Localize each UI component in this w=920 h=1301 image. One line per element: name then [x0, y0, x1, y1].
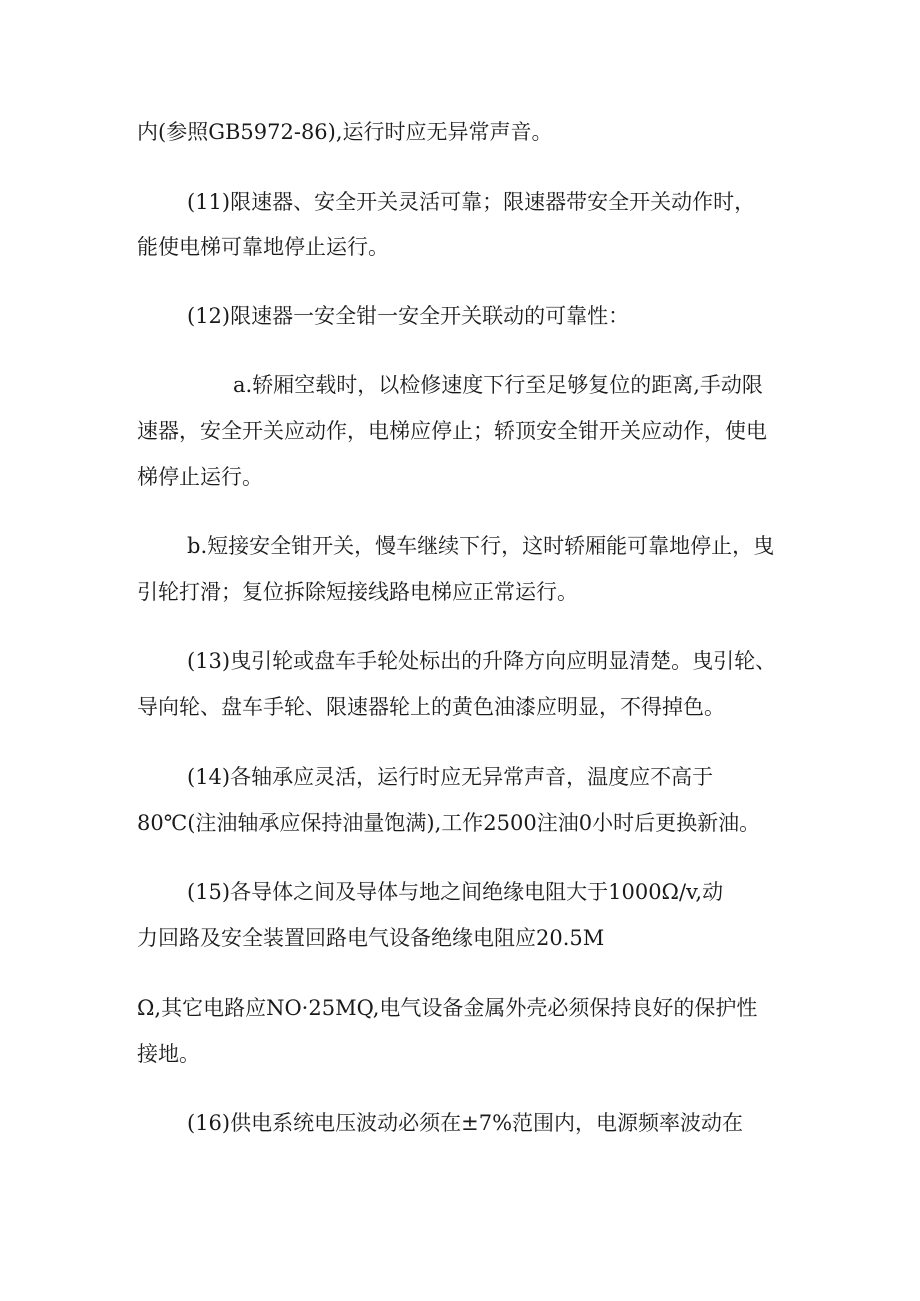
paragraph-line: (16)供电系统电压波动必须在±7%范围内，电源频率波动在	[187, 1111, 744, 1135]
paragraph-line: b.短接安全钳开关，慢车继续下行，这时轿厢能可靠地停止，曳	[187, 534, 775, 558]
paragraph-line: (12)限速器一安全钳一安全开关联动的可靠性：	[187, 304, 630, 328]
paragraph-line: (15)各导体之间及导体与地之间绝缘电阻大于1000Ω/v,动	[187, 880, 724, 904]
paragraph-line: 速器，安全开关应动作，电梯应停止；轿顶安全钳开关应动作，使电	[137, 419, 767, 443]
paragraph-line: 导向轮、盘车手轮、限速器轮上的黄色油漆应明显，不得掉色。	[137, 695, 725, 719]
paragraph-line: Ω,其它电路应NO·25MQ,电气设备金属外壳必须保持良好的保护性	[137, 996, 758, 1020]
paragraph-line: 能使电梯可靠地停止运行。	[137, 235, 389, 259]
paragraph-line: 力回路及安全装置回路电气设备绝缘电阻应20.5M	[137, 926, 605, 950]
paragraph-line: 内(参照GB5972-86),运行时应无异常声音。	[137, 120, 553, 144]
paragraph-line: 引轮打滑；复位拆除短接线路电梯应正常运行。	[137, 580, 578, 604]
paragraph-line: 梯停止运行。	[137, 465, 263, 489]
paragraph-line: a.轿厢空载时，以检修速度下行至足够复位的距离,手动限	[233, 373, 763, 397]
paragraph-line: (14)各轴承应灵活，运行时应无异常声音，温度应不高于	[187, 765, 714, 789]
paragraph-line: 接地。	[137, 1042, 200, 1066]
paragraph-line: (11)限速器、安全开关灵活可靠；限速器带安全开关动作时，	[187, 190, 756, 214]
paragraph-line: (13)曳引轮或盘车手轮处标出的升降方向应明显清楚。曳引轮、	[187, 649, 777, 673]
paragraph-line: 80℃(注油轴承应保持油量饱满),工作2500注油0小时后更换新油。	[137, 811, 761, 835]
